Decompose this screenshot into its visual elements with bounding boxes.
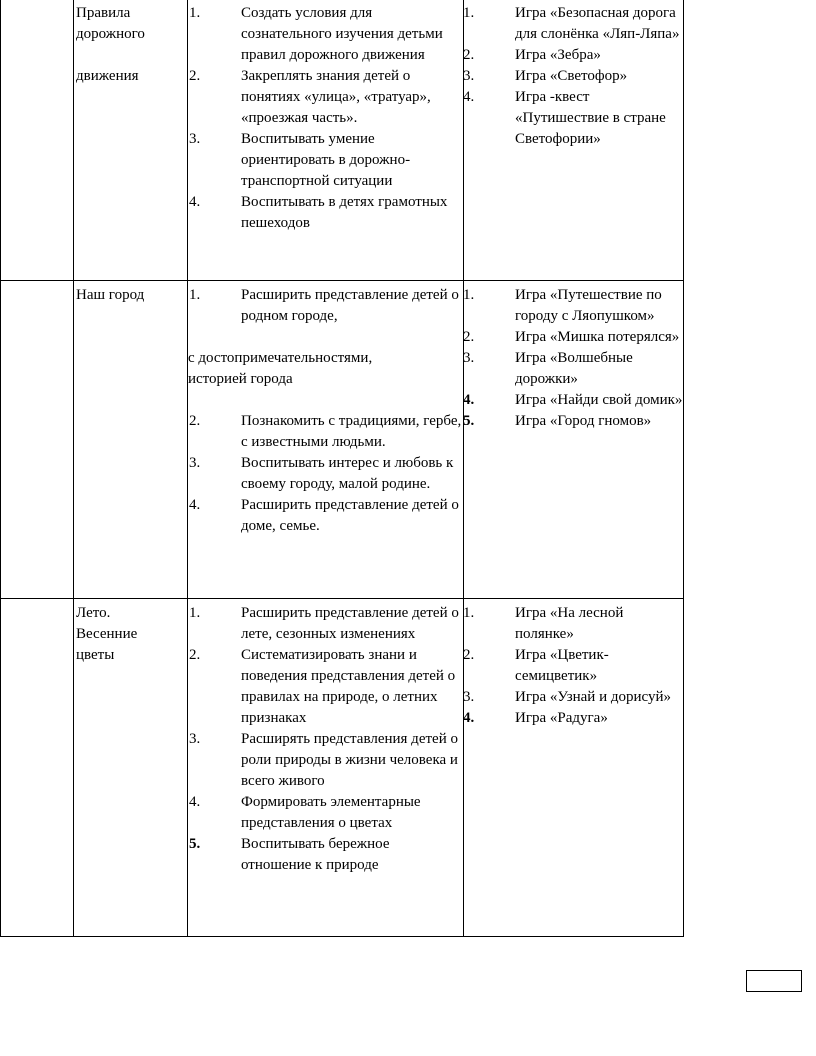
list-item: 3. Игра «Светофор» — [463, 68, 628, 84]
list-item: 1. Игра «На лесной полянке» — [463, 605, 624, 642]
topic-line: Весенние — [76, 626, 138, 642]
list-item: 4. Формировать элементарные представления о цветах — [189, 794, 421, 831]
list-item: 1. Расширить представление детей о родном городе, — [189, 287, 459, 324]
games-cell — [464, 599, 684, 937]
item-text: Воспитывать умение ориентировать в дорожно-транспортной ситуации — [241, 131, 411, 189]
item-text: Игра «Цветик-семицветик» — [515, 647, 609, 684]
topic-cell — [74, 599, 188, 937]
item-text: Игра «Волшебные дорожки» — [515, 350, 633, 387]
paragraph: с достопримечательностями, историей города — [188, 350, 373, 387]
table-row — [1, 0, 684, 281]
empty-cell — [1, 599, 74, 937]
item-text: Игра «Безопасная дорога для слонёнка «Ляп-Ляпа» — [515, 5, 680, 42]
topic-line: Лето. — [76, 605, 111, 621]
list-item: 4. Расширить представление детей о доме, семье. — [189, 497, 459, 534]
item-text: Систематизировать знани и поведения представления детей о правилах на природе, о летних признаках — [241, 647, 456, 726]
list-item: 4. Игра «Радуга» — [463, 710, 608, 726]
list-item: 3. Воспитывать умение ориентировать в дорожно-транспортной ситуации — [189, 131, 411, 189]
item-text: Формировать элементарные представления о цветах — [241, 794, 421, 831]
list-item: 2. Игра «Цветик-семицветик» — [463, 647, 609, 684]
empty-cell — [1, 281, 74, 599]
tasks-cell — [188, 281, 464, 599]
item-text: Создать условия для сознательного изучения детьми правил дорожного движения — [241, 5, 443, 63]
item-text: Игра «Зебра» — [515, 47, 601, 63]
item-text: Воспитывать в детях грамотных пешеходов — [241, 194, 448, 231]
item-text: Игра «Светофор» — [515, 68, 628, 84]
list-item: 2. Игра «Мишка потерялся» — [463, 329, 680, 345]
topic-cell — [74, 0, 188, 281]
list-item: 2. Систематизировать знани и поведения представления детей о правилах на природе, о летних признаках — [189, 647, 456, 726]
list-item: 3. Игра «Волшебные дорожки» — [463, 350, 633, 387]
list-item: 4. Воспитывать в детях грамотных пешеходов — [189, 194, 448, 231]
table-row — [1, 599, 684, 937]
item-text: Игра -квест «Путишествие в стране Светофории» — [515, 89, 666, 147]
list-item: 2. Закреплять знания детей о понятиях «улица», «тратуар», «проезжая часть». — [189, 68, 431, 126]
item-text: Познакомить с традициями, гербе, с известными людьми. — [241, 413, 462, 450]
item-text: Расширять представления детей о роли природы в жизни человека и всего живого — [241, 731, 458, 789]
tasks-cell — [188, 599, 464, 937]
topic-line: Наш город — [76, 287, 145, 303]
list-item: 2. Познакомить с традициями, гербе, с известными людьми. — [189, 413, 462, 450]
empty-cell — [1, 0, 74, 281]
list-item: 5. Игра «Город гномов» — [463, 413, 652, 429]
item-text: Игра «Путешествие по городу с Ляопушком» — [515, 287, 662, 324]
list-item: 5. Воспитывать бережное отношение к природе — [189, 836, 390, 873]
list-item: 1. Игра «Путешествие по городу с Ляопушком» — [463, 287, 662, 324]
topic-line: движения — [76, 68, 139, 84]
games-cell — [464, 0, 684, 281]
item-text: Игра «Узнай и дорисуй» — [515, 689, 672, 705]
item-text: Расширить представление детей о родном городе, — [241, 287, 459, 324]
list-item: 4. Игра «Найди свой домик» — [463, 392, 683, 408]
item-text: Расширить представление детей о лете, сезонных изменениях — [241, 605, 459, 642]
table-row — [1, 281, 684, 599]
list-item: 3. Расширять представления детей о роли природы в жизни человека и всего живого — [189, 731, 458, 789]
list-item: 2. Игра «Зебра» — [463, 47, 601, 63]
list-item: 1. Игра «Безопасная дорога для слонёнка «Ляп-Ляпа» — [463, 5, 680, 42]
item-text: Игра «Радуга» — [515, 710, 608, 726]
topic-line: цветы — [76, 647, 115, 663]
item-text: Игра «Город гномов» — [515, 413, 652, 429]
item-text: Закреплять знания детей о понятиях «улица», «тратуар», «проезжая часть». — [241, 68, 431, 126]
list-item: 4. Игра -квест «Путишествие в стране Светофории» — [463, 89, 666, 147]
item-text: Игра «На лесной полянке» — [515, 605, 624, 642]
item-text: Воспитывать интерес и любовь к своему городу, малой родине. — [241, 455, 454, 492]
item-text: Расширить представление детей о доме, семье. — [241, 497, 459, 534]
list-item: 3. Игра «Узнай и дорисуй» — [463, 689, 672, 705]
page-number-box — [746, 970, 802, 992]
topic-line: дорожного — [76, 26, 145, 42]
topic-line: Правила — [76, 5, 131, 21]
item-text: Игра «Найди свой домик» — [515, 392, 683, 408]
list-item: 1. Расширить представление детей о лете, сезонных изменениях — [189, 605, 459, 642]
topic-cell — [74, 281, 188, 599]
tasks-cell — [188, 0, 464, 281]
item-text: Воспитывать бережное отношение к природе — [241, 836, 390, 873]
list-item: 1. Создать условия для сознательного изучения детьми правил дорожного движения — [189, 5, 443, 63]
list-item: 3. Воспитывать интерес и любовь к своему городу, малой родине. — [189, 455, 454, 492]
games-cell — [464, 281, 684, 599]
item-text: Игра «Мишка потерялся» — [515, 329, 680, 345]
topic-line — [76, 45, 187, 66]
